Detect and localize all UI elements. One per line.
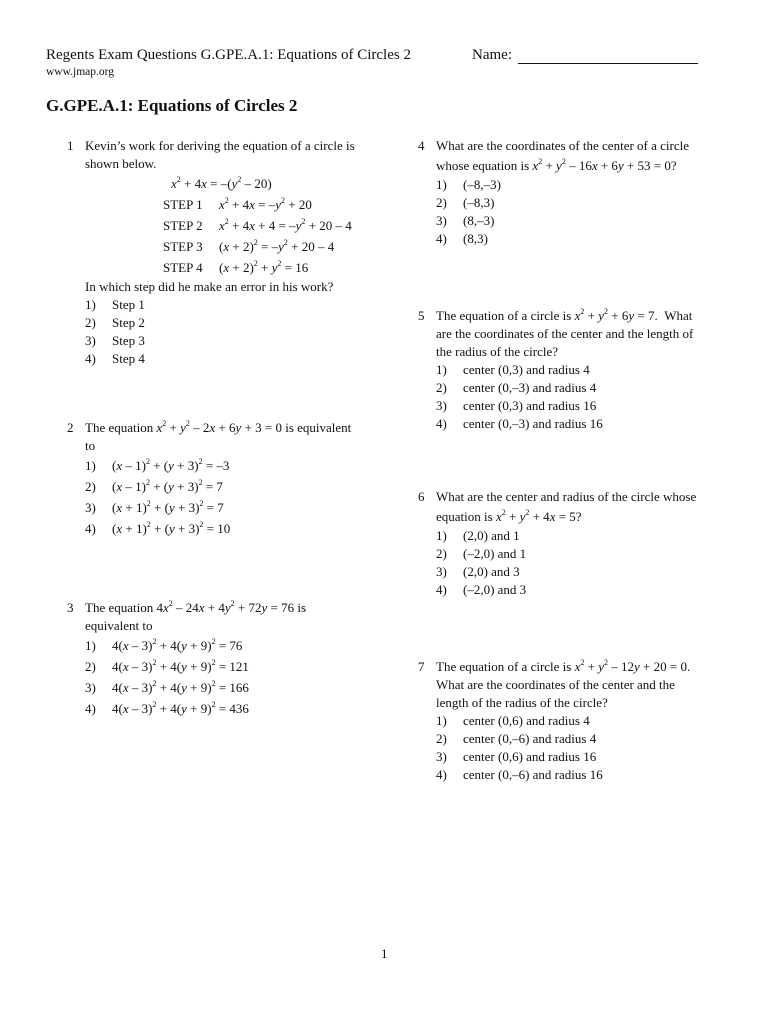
answer-choice[interactable]: 4) Step 4: [85, 351, 145, 366]
question-stem: What are the coordinates of the center of a circle: [436, 138, 689, 153]
question-number: 6: [418, 489, 425, 504]
question-stem: length of the radius of the circle?: [436, 695, 608, 710]
question-stem: The equation of a circle is $x^2 + y^2 - 12y + 20 = 0$.: [436, 658, 691, 674]
answer-choice[interactable]: 4) (–2,0) and 3: [436, 582, 527, 597]
question-stem: to: [85, 438, 96, 453]
answer-choice[interactable]: 3) center (0,6) and radius 16: [436, 749, 597, 764]
question-number: 4: [418, 138, 425, 153]
answer-choice[interactable]: 3) $(x + 1)^2 + (y + 3)^2 = 7$: [85, 499, 224, 515]
answer-choice[interactable]: 4) center (0,–6) and radius 16: [436, 767, 603, 782]
answer-choice[interactable]: 4) (8,3): [436, 231, 488, 246]
answer-choice[interactable]: 2) $(x - 1)^2 + (y + 3)^2 = 7$: [85, 478, 223, 494]
question-number: 2: [67, 420, 74, 435]
question-number: 7: [418, 659, 425, 674]
answer-choice[interactable]: 3) center (0,3) and radius 16: [436, 398, 597, 413]
answer-choice[interactable]: 4) center (0,–3) and radius 16: [436, 416, 603, 431]
question-stem: What are the coordinates of the center and the: [436, 677, 675, 692]
math-expression: $x^2 + 4x = -(y^2 - 20)$: [171, 175, 272, 191]
page-title: G.GPE.A.1: Equations of Circles 2: [46, 96, 298, 115]
answer-choice[interactable]: 3) $4(x - 3)^2 + 4(y + 9)^2 = 166$: [85, 679, 249, 695]
question-stem: the radius of the circle?: [436, 344, 558, 359]
question-number: 5: [418, 308, 425, 323]
answer-choice[interactable]: 2) (–8,3): [436, 195, 495, 210]
answer-choice[interactable]: 4) $4(x - 3)^2 + 4(y + 9)^2 = 436$: [85, 700, 249, 716]
answer-choice[interactable]: 1) $(x - 1)^2 + (y + 3)^2 = -3$: [85, 457, 230, 473]
answer-choice[interactable]: 2) (–2,0) and 1: [436, 546, 527, 561]
answer-choice[interactable]: 1) $4(x - 3)^2 + 4(y + 9)^2 = 76$: [85, 637, 243, 653]
question-number: 1: [67, 138, 74, 153]
answer-choice[interactable]: 1) center (0,6) and radius 4: [436, 713, 590, 728]
question-stem: The equation $4x^2 - 24x + 4y^2 + 72y = 76$ is: [85, 599, 307, 615]
question-stem: whose equation is $x^2 + y^2 - 16x + 6y + 53 = 0$?: [436, 157, 677, 173]
answer-choice[interactable]: 3) Step 3: [85, 333, 145, 348]
question-stem: Kevin’s work for deriving the equation of a circle is: [85, 138, 355, 153]
question-stem: are the coordinates of the center and the length of: [436, 326, 694, 341]
question-stem: shown below.: [85, 156, 157, 171]
answer-choice[interactable]: 4) $(x + 1)^2 + (y + 3)^2 = 10$: [85, 520, 231, 536]
answer-choice[interactable]: 2) $4(x - 3)^2 + 4(y + 9)^2 = 121$: [85, 658, 249, 674]
worksheet-title: Regents Exam Questions G.GPE.A.1: Equations of Circles 2: [46, 47, 411, 63]
question-stem: The equation of a circle is $x^2 + y^2 + 6y = 7$. What: [436, 307, 693, 323]
answer-choice[interactable]: 3) (2,0) and 3: [436, 564, 520, 579]
question-prompt: In which step did he make an error in his work?: [85, 279, 334, 294]
answer-choice[interactable]: 1) center (0,3) and radius 4: [436, 362, 590, 377]
question-stem: equivalent to: [85, 618, 153, 633]
answer-choice[interactable]: 1) (–8,–3): [436, 177, 501, 192]
question-number: 3: [67, 600, 74, 615]
question-stem: What are the center and radius of the circle whose: [436, 489, 697, 504]
question-stem: equation is $x^2 + y^2 + 4x = 5$?: [436, 508, 582, 524]
answer-choice[interactable]: 2) Step 2: [85, 315, 145, 330]
answer-choice[interactable]: 1) Step 1: [85, 297, 145, 312]
name-blank-line: [518, 63, 698, 64]
answer-choice[interactable]: 2) center (0,–6) and radius 4: [436, 731, 597, 746]
answer-choice[interactable]: 3) (8,–3): [436, 213, 495, 228]
derivation-step: STEP 2 $x^2 + 4x + 4 = -y^2 + 20 - 4$: [163, 217, 352, 233]
source-url[interactable]: www.jmap.org: [46, 66, 115, 78]
derivation-step: STEP 4 $(x + 2)^2 + y^2 = 16$: [163, 259, 309, 275]
answer-choice[interactable]: 1) (2,0) and 1: [436, 528, 520, 543]
page-number: 1: [381, 946, 388, 961]
question-stem: The equation $x^2 + y^2 - 2x + 6y + 3 = 0$ is equivalent: [85, 419, 352, 435]
derivation-step: STEP 3 $(x + 2)^2 = -y^2 + 20 - 4$: [163, 238, 335, 254]
name-label: Name:: [472, 47, 512, 63]
answer-choice[interactable]: 2) center (0,–3) and radius 4: [436, 380, 597, 395]
derivation-step: STEP 1 $x^2 + 4x = -y^2 + 20$: [163, 196, 312, 212]
